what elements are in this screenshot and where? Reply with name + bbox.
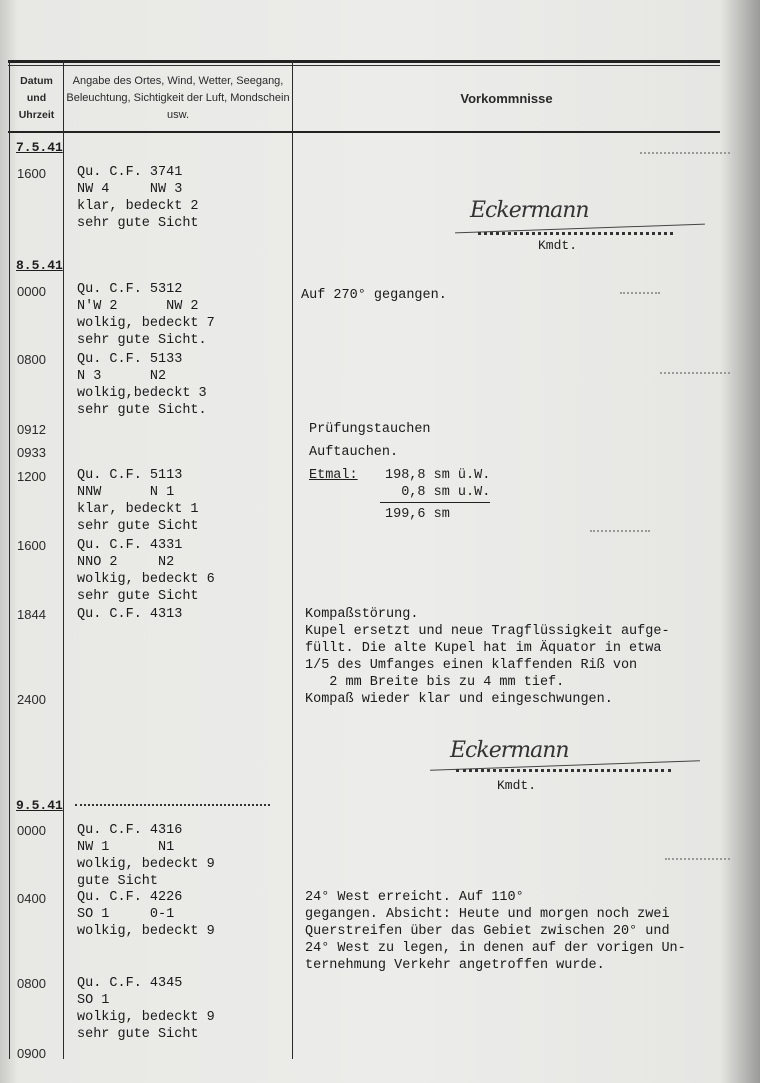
date-label: 9.5.41	[16, 798, 63, 813]
header-ort: Angabe des Ortes, Wind, Wetter, Seegang, Beleuchtung, Sichtigkeit der Luft, Mondschein usw.	[66, 74, 290, 121]
etmal-value: 0,8 sm u.W.	[385, 485, 491, 500]
signature-dotted-line	[456, 769, 671, 772]
etmal-value: 198,8 sm ü.W.	[385, 468, 491, 483]
signature-dotted-line	[478, 232, 673, 235]
time-label: 0900	[17, 1046, 46, 1061]
header-rule	[8, 131, 720, 133]
time-label: 1844	[17, 607, 46, 622]
signature-role: Kmdt.	[538, 238, 578, 253]
column-divider	[292, 60, 293, 1059]
position-weather: Qu. C.F. 4316 NW 1 N1 wolkig, bedeckt 9 gute Sicht	[77, 823, 215, 889]
position-weather: Qu. C.F. 4345 SO 1 wolkig, bedeckt 9 sehr gute Sicht	[77, 976, 215, 1042]
dotted-line	[75, 804, 270, 806]
signature-role: Kmdt.	[497, 778, 537, 793]
date-label: 7.5.41	[16, 140, 63, 155]
time-label: 0933	[17, 445, 46, 460]
bleed-through-mark	[620, 292, 660, 294]
header-datum: Datum und Uhrzeit	[18, 74, 55, 121]
time-label: 0000	[17, 284, 46, 299]
event-text: Kompaßstörung. Kupel ersetzt und neue Tragflüssigkeit aufge- füllt. Die alte Kupel hat im Äquator in etwa 1/5 des Umfanges einen klaffenden Riß von 2 mm Breite bis zu 4 mm tief.	[305, 607, 670, 690]
etmal-label: Etmal:	[309, 468, 358, 483]
column-divider	[63, 60, 64, 1059]
bleed-through-mark	[660, 372, 730, 374]
sum-line	[380, 502, 490, 503]
commander-signature: Eckermann	[470, 198, 589, 223]
position-weather: Qu. C.F. 5113 NNW N 1 klar, bedeckt 1 sehr gute Sicht	[77, 468, 199, 534]
time-label: 2400	[17, 692, 46, 707]
position-weather: Qu. C.F. 4313	[77, 607, 183, 622]
bleed-through-mark	[590, 530, 650, 532]
time-label: 1600	[17, 538, 46, 553]
bleed-through-mark	[640, 152, 730, 154]
event-text: 24° West erreicht. Auf 110° gegangen. Absicht: Heute und morgen noch zwei Querstreifen über das Gebiet zwischen 20° und 24° West zu legen, in denen auf der vorigen Un- ternehmung Verkehr angetroffen wurde.	[305, 890, 686, 973]
time-label: 1200	[17, 469, 46, 484]
event-text: Auftauchen.	[309, 445, 399, 460]
column-divider	[9, 60, 10, 1059]
time-label: 0800	[17, 352, 46, 367]
position-weather: Qu. C.F. 5312 N'W 2 NW 2 wolkig, bedeckt 7 sehr gute Sicht.	[77, 282, 215, 348]
position-weather: Qu. C.F. 4226 SO 1 0-1 wolkig, bedeckt 9	[77, 890, 215, 939]
bleed-through-mark	[665, 858, 730, 860]
etmal-sum: 199,6 sm	[385, 507, 450, 522]
top-rule	[8, 60, 720, 63]
event-text: Auf 270° gegangen.	[301, 288, 447, 303]
time-label: 0912	[17, 422, 46, 437]
header-vorkommnisse: Vorkommnisse	[460, 90, 553, 106]
position-weather: Qu. C.F. 5133 N 3 N2 wolkig,bedeckt 3 sehr gute Sicht.	[77, 352, 207, 418]
time-label: 1600	[17, 166, 46, 181]
date-label: 8.5.41	[16, 258, 63, 273]
position-weather: Qu. C.F. 4331 NNO 2 N2 wolkig, bedeckt 6 sehr gute Sicht	[77, 538, 215, 604]
time-label: 0800	[17, 976, 46, 991]
time-label: 0000	[17, 823, 46, 838]
position-weather: Qu. C.F. 3741 NW 4 NW 3 klar, bedeckt 2 sehr gute Sicht	[77, 165, 199, 231]
commander-signature: Eckermann	[450, 738, 569, 763]
event-text: Prüfungstauchen	[309, 422, 431, 437]
time-label: 0400	[17, 891, 46, 906]
event-text: Kompaß wieder klar und eingeschwungen.	[305, 692, 613, 707]
